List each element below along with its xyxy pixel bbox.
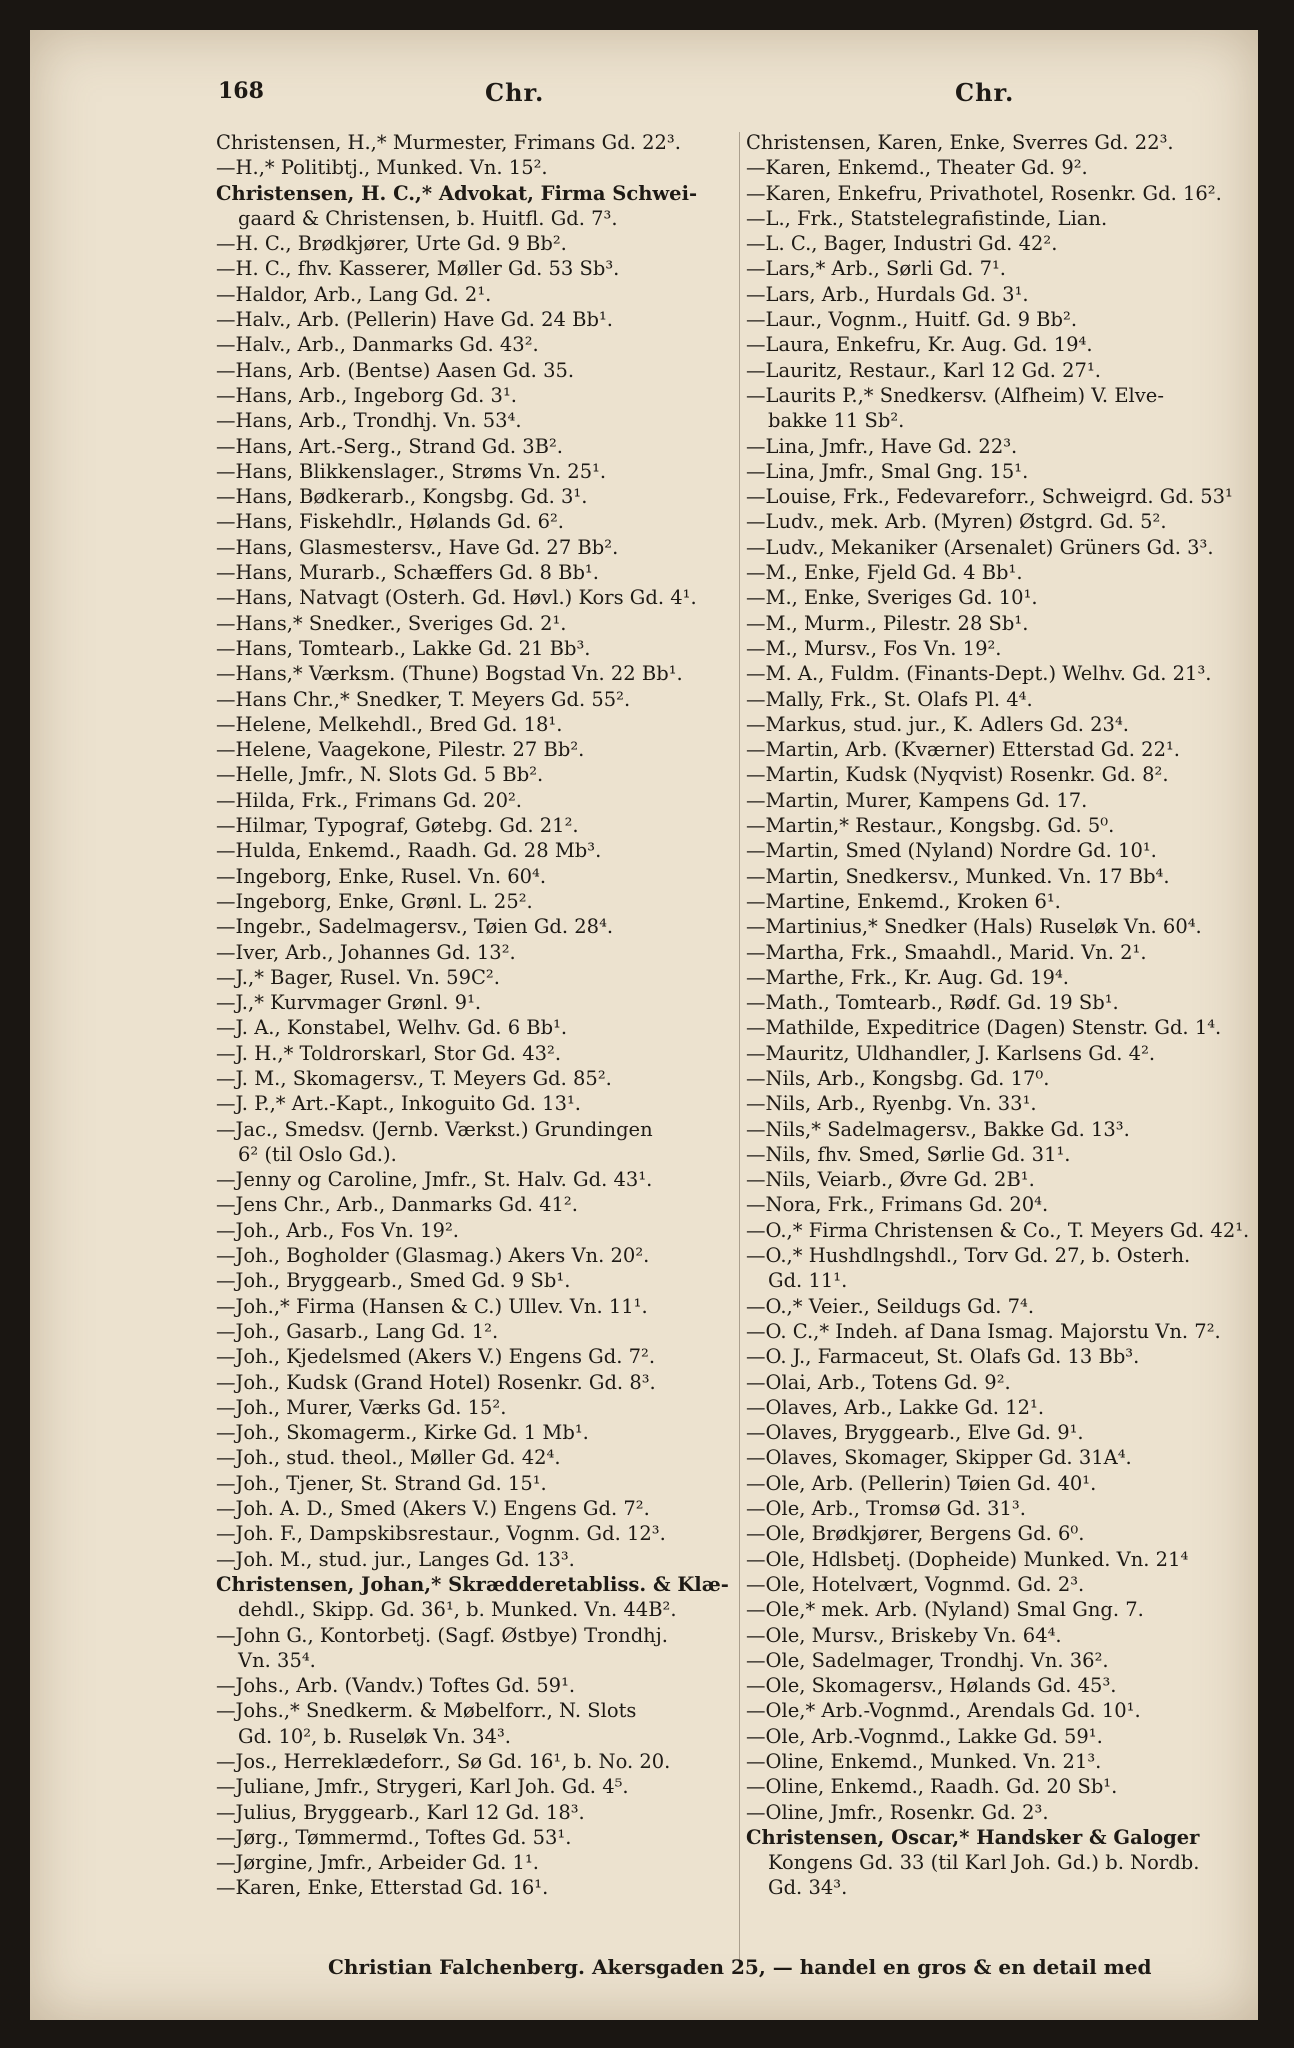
directory-entry: —Laurits P.,* Snedkersv. (Alfheim) V. Elve- [746,383,1164,407]
directory-entry: 6² (til Oslo Gd.). [238,1142,397,1166]
directory-entry: —Lauritz, Restaur., Karl 12 Gd. 27¹. [746,358,1101,382]
directory-entry: —Martin, Arb. (Kværner) Etterstad Gd. 22¹. [746,738,1180,762]
directory-entry: —Hans, Tomtearb., Lakke Gd. 21 Bb³. [216,636,591,660]
directory-entry: —Lina, Jmfr., Smal Gng. 15¹. [746,459,1029,483]
directory-entry: —J.,* Kurvmager Grønl. 9¹. [216,991,482,1015]
directory-entry: —J. A., Konstabel, Welhv. Gd. 6 Bb¹. [216,1016,568,1040]
directory-entry: —Markus, stud. jur., K. Adlers Gd. 23⁴. [746,712,1129,736]
directory-entry: —J. H.,* Toldrorskarl, Stor Gd. 43². [216,1041,562,1065]
page-number: 168 [218,78,264,104]
directory-entry: Christensen, Oscar,* Handsker & Galoger [746,1825,1200,1849]
directory-entry: —Hans, Glasmestersv., Have Gd. 27 Bb². [216,535,619,559]
directory-entry: —H. C., Brødkjører, Urte Gd. 9 Bb². [216,232,567,256]
directory-entry: —Jørgine, Jmfr., Arbeider Gd. 1¹. [216,1851,539,1875]
directory-entry: —Laura, Enkefru, Kr. Aug. Gd. 19⁴. [746,333,1093,357]
directory-entry: —Joh., Gasarb., Lang Gd. 1². [216,1319,499,1343]
directory-entry: —Hilda, Frk., Frimans Gd. 20². [216,788,523,812]
directory-entry: —H.,* Politibtj., Munked. Vn. 15². [216,156,548,180]
directory-entry: —O. C.,* Indeh. af Dana Ismag. Majorstu Vn. 7². [746,1319,1221,1343]
directory-entry: —Helene, Vaagekone, Pilestr. 27 Bb². [216,738,585,762]
directory-entry: —Ingebr., Sadelmagersv., Tøien Gd. 28⁴. [216,915,614,939]
directory-entry: —Joh. A. D., Smed (Akers V.) Engens Gd. 7². [216,1497,650,1521]
directory-entry: —Mathilde, Expeditrice (Dagen) Stenstr. Gd. 1⁴. [746,1016,1222,1040]
directory-entry: —Nils, Veiarb., Øvre Gd. 2B¹. [746,1168,1035,1192]
directory-entry: —M., Enke, Fjeld Gd. 4 Bb¹. [746,561,1023,585]
directory-entry: —Ingeborg, Enke, Rusel. Vn. 60⁴. [216,864,547,888]
directory-entry: —Hans,* Værksm. (Thune) Bogstad Vn. 22 Bb¹. [216,662,683,686]
directory-entry: —J. M., Skomagersv., T. Meyers Gd. 85². [216,1066,612,1090]
directory-entry: —Nora, Frk., Frimans Gd. 20⁴. [746,1193,1049,1217]
directory-entry: —Halv., Arb., Danmarks Gd. 43². [216,333,539,357]
directory-entry: —Olaves, Bryggearb., Elve Gd. 9¹. [746,1421,1084,1445]
directory-entry: —Hans, Blikkenslager., Strøms Vn. 25¹. [216,459,607,483]
directory-entry: —Martine, Enkemd., Kroken 6¹. [746,889,1061,913]
directory-entry: —Joh., Arb., Fos Vn. 19². [216,1218,459,1242]
directory-entry: —Mally, Frk., St. Olafs Pl. 4⁴. [746,687,1033,711]
directory-entry: —Joh., Tjener, St. Strand Gd. 15¹. [216,1471,547,1495]
directory-entry: —Olaves, Arb., Lakke Gd. 12¹. [746,1395,1045,1419]
directory-entry: —Ole,* Arb.-Vognmd., Arendals Gd. 10¹. [746,1699,1141,1723]
directory-entry: —J.,* Bager, Rusel. Vn. 59C². [216,965,500,989]
left-column [216,130,768,1901]
directory-entry: bakke 11 Sb². [768,409,905,433]
directory-entry: —Hans, Murarb., Schæffers Gd. 8 Bb¹. [216,561,599,585]
directory-entry: —Martha, Frk., Smaahdl., Marid. Vn. 2¹. [746,940,1147,964]
directory-entry: —Joh., Skomagerm., Kirke Gd. 1 Mb¹. [216,1421,589,1445]
directory-entry: —Julius, Bryggearb., Karl 12 Gd. 18³. [216,1800,585,1824]
directory-entry: —Hilmar, Typograf, Gøtebg. Gd. 21². [216,814,579,838]
directory-entry: —Oline, Jmfr., Rosenkr. Gd. 2³. [746,1800,1049,1824]
directory-entry: —Lars,* Arb., Sørli Gd. 7¹. [746,257,1007,281]
directory-entry: —Jac., Smedsv. (Jernb. Værkst.) Grundingen [216,1117,653,1141]
directory-entry: —Joh., stud. theol., Møller Gd. 42⁴. [216,1446,561,1470]
directory-entry: —Nils, fhv. Smed, Sørlie Gd. 31¹. [746,1142,1071,1166]
directory-entry: —Helle, Jmfr., N. Slots Gd. 5 Bb². [216,763,544,787]
directory-entry: —Juliane, Jmfr., Strygeri, Karl Joh. Gd. 4⁵. [216,1775,629,1799]
directory-entry: Gd. 11¹. [768,1269,848,1293]
directory-entry: Gd. 34³. [768,1876,848,1900]
directory-entry: —Joh. F., Dampskibsrestaur., Vognm. Gd. 12³. [216,1522,666,1546]
directory-entry: —Martin, Smed (Nyland) Nordre Gd. 10¹. [746,839,1157,863]
directory-entry: —Ole, Hotelvært, Vognmd. Gd. 2³. [746,1572,1085,1596]
directory-entry: —Ole, Arb. (Pellerin) Tøien Gd. 40¹. [746,1471,1097,1495]
directory-entry: —Ole, Arb., Tromsø Gd. 31³. [746,1497,1026,1521]
directory-entry: —Hans Chr.,* Snedker, T. Meyers Gd. 55². [216,687,631,711]
directory-entry: —Hans, Natvagt (Osterh. Gd. Høvl.) Kors Gd. 4¹. [216,586,697,610]
directory-entry: —Olaves, Skomager, Skipper Gd. 31A⁴. [746,1446,1132,1470]
directory-entry: —Joh., Murer, Værks Gd. 15². [216,1395,507,1419]
directory-entry: —Ole, Arb.-Vognmd., Lakke Gd. 59¹. [746,1724,1103,1748]
directory-entry: —Jenny og Caroline, Jmfr., St. Halv. Gd. 43¹. [216,1168,653,1192]
right-column-heading: Chr. [955,78,1015,107]
directory-entry: —Jens Chr., Arb., Danmarks Gd. 41². [216,1193,578,1217]
directory-entry: —Martin, Snedkersv., Munked. Vn. 17 Bb⁴. [746,864,1170,888]
directory-entry: —Helene, Melkehdl., Bred Gd. 18¹. [216,712,563,736]
directory-entry: —Ole,* mek. Arb. (Nyland) Smal Gng. 7. [746,1598,1144,1622]
directory-entry: —Johs.,* Snedkerm. & Møbelforr., N. Slots [216,1699,637,1723]
directory-entry: —Joh., Bryggearb., Smed Gd. 9 Sb¹. [216,1269,571,1293]
directory-entry: dehdl., Skipp. Gd. 36¹, b. Munked. Vn. 44B². [238,1598,677,1622]
directory-entry: —L., Frk., Statstelegrafistinde, Lian. [746,206,1108,230]
directory-page [30,30,1258,2020]
directory-entry: —Hans, Arb., Ingeborg Gd. 3¹. [216,383,517,407]
column-divider [739,132,740,1962]
directory-entry: Christensen, Karen, Enke, Sverres Gd. 22³. [746,131,1174,154]
directory-entry: —Ole, Skomagersv., Hølands Gd. 45³. [746,1674,1117,1698]
directory-entry: —Nils, Arb., Kongsbg. Gd. 17⁰. [746,1066,1050,1090]
directory-entry: —Joh., Kjedelsmed (Akers V.) Engens Gd. 7². [216,1345,656,1369]
directory-entry: —Math., Tomtearb., Rødf. Gd. 19 Sb¹. [746,991,1119,1015]
directory-entry: —John G., Kontorbetj. (Sagf. Østbye) Trondhj. [216,1623,668,1647]
directory-entry: —O.,* Veier., Seildugs Gd. 7⁴. [746,1294,1035,1318]
directory-entry: —Ludv., Mekaniker (Arsenalet) Grüners Gd. 3³. [746,535,1214,559]
directory-entry: —M., Mursv., Fos Vn. 19². [746,636,1002,660]
directory-entry: —Jos., Herreklædeforr., Sø Gd. 16¹, b. No. 20. [216,1750,671,1773]
directory-entry: Kongens Gd. 33 (til Karl Joh. Gd.) b. Nordb. [768,1851,1200,1875]
directory-entry: —Joh. M., stud. jur., Langes Gd. 13³. [216,1547,575,1571]
directory-entry: —Oline, Enkemd., Raadh. Gd. 20 Sb¹. [746,1775,1118,1799]
directory-entry: Christensen, Johan,* Skrædderetabliss. & Klæ- [216,1572,729,1596]
directory-entry: —Iver, Arb., Johannes Gd. 13². [216,940,516,964]
directory-entry: —Nils,* Sadelmagersv., Bakke Gd. 13³. [746,1117,1130,1141]
directory-entry: —Hans, Fiskehdlr., Hølands Gd. 6². [216,510,565,534]
directory-entry: —Halv., Arb. (Pellerin) Have Gd. 24 Bb¹. [216,308,613,332]
directory-entry: gaard & Christensen, b. Huitfl. Gd. 7³. [238,206,618,230]
directory-entry: —Mauritz, Uldhandler, J. Karlsens Gd. 4². [746,1041,1156,1065]
directory-entry: —Ludv., mek. Arb. (Myren) Østgrd. Gd. 5². [746,510,1167,534]
directory-entry: —Ingeborg, Enke, Grønl. L. 25². [216,889,533,913]
directory-entry: —Martin, Murer, Kampens Gd. 17. [746,788,1088,812]
left-column-heading: Chr. [485,78,545,107]
directory-entry: —Martinius,* Snedker (Hals) Ruseløk Vn. 60⁴. [746,915,1202,939]
directory-entry: —Joh., Bogholder (Glasmag.) Akers Vn. 20². [216,1244,650,1268]
directory-entry: —M. A., Fuldm. (Finants-Dept.) Welhv. Gd. 21³. [746,662,1212,686]
directory-entry: —L. C., Bager, Industri Gd. 42². [746,232,1058,256]
directory-entry: Gd. 10², b. Ruseløk Vn. 34³. [238,1724,512,1748]
directory-entry: —Nils, Arb., Ryenbg. Vn. 33¹. [746,1092,1037,1116]
directory-entry: —Martin,* Restaur., Kongsbg. Gd. 5⁰. [746,814,1115,838]
directory-entry: —Ole, Sadelmager, Trondhj. Vn. 36². [746,1648,1109,1672]
directory-entry: —O.,* Firma Christensen & Co., T. Meyers Gd. 42¹. [746,1218,1250,1242]
directory-entry: —Karen, Enke, Etterstad Gd. 16¹. [216,1876,549,1900]
directory-entry: —Hans, Arb. (Bentse) Aasen Gd. 35. [216,358,575,382]
directory-entry: —Ole, Brødkjører, Bergens Gd. 6⁰. [746,1522,1085,1546]
directory-entry: —Joh., Kudsk (Grand Hotel) Rosenkr. Gd. 8³. [216,1370,656,1394]
directory-entry: —Hans, Bødkerarb., Kongsbg. Gd. 3¹. [216,485,588,509]
directory-entry: —Lars, Arb., Hurdals Gd. 3¹. [746,282,1029,306]
directory-entry: —J. P.,* Art.-Kapt., Inkoguito Gd. 13¹. [216,1092,582,1116]
directory-entry: —Olai, Arb., Totens Gd. 9². [746,1370,1011,1394]
directory-entry: Christensen, H.,* Murmester, Frimans Gd. 22³. [216,131,681,154]
directory-entry: —Lina, Jmfr., Have Gd. 22³. [746,434,1018,458]
directory-entry: —Marthe, Frk., Kr. Aug. Gd. 19⁴. [746,965,1069,989]
directory-entry: —M., Murm., Pilestr. 28 Sb¹. [746,611,1029,635]
directory-entry: —Oline, Enkemd., Munked. Vn. 21³. [746,1750,1102,1773]
directory-entry: —Hans, Art.-Serg., Strand Gd. 3B². [216,434,564,458]
directory-entry: Vn. 35⁴. [238,1648,316,1672]
directory-entry: —Hans,* Snedker., Sveriges Gd. 2¹. [216,611,567,635]
directory-entry: —Hulda, Enkemd., Raadh. Gd. 28 Mb³. [216,839,602,863]
directory-entry: —Ole, Hdlsbetj. (Dopheide) Munked. Vn. 21⁴ [746,1547,1189,1571]
directory-entry: —Haldor, Arb., Lang Gd. 2¹. [216,282,492,306]
directory-entry: —H. C., fhv. Kasserer, Møller Gd. 53 Sb³. [216,257,620,281]
directory-entry: —O. J., Farmaceut, St. Olafs Gd. 13 Bb³. [746,1345,1140,1369]
directory-entry: —Joh.,* Firma (Hansen & C.) Ullev. Vn. 11¹. [216,1294,648,1318]
directory-entry: —Karen, Enkemd., Theater Gd. 9². [746,156,1088,180]
directory-entry: —Ole, Mursv., Briskeby Vn. 64⁴. [746,1623,1062,1647]
directory-entry: —Johs., Arb. (Vandv.) Toftes Gd. 59¹. [216,1674,576,1698]
directory-entry: —Jørg., Tømmermd., Toftes Gd. 53¹. [216,1825,572,1849]
directory-entry: Christensen, H. C.,* Advokat, Firma Schwei- [216,181,698,205]
directory-entry: —Karen, Enkefru, Privathotel, Rosenkr. Gd. 16². [746,181,1222,205]
page-header [30,78,1258,118]
directory-entry: —Laur., Vognm., Huitf. Gd. 9 Bb². [746,308,1078,332]
directory-entry: —Hans, Arb., Trondhj. Vn. 53⁴. [216,409,522,433]
right-column [746,130,1256,1901]
directory-entry: —Martin, Kudsk (Nyqvist) Rosenkr. Gd. 8². [746,763,1169,787]
footer-advertisement: Christian Falchenberg. Akersgaden 25, — handel en gros & en detail med [328,1955,1152,1979]
directory-entry: —M., Enke, Sveriges Gd. 10¹. [746,586,1038,610]
directory-entry: —Louise, Frk., Fedevareforr., Schweigrd. Gd. 53¹ [746,485,1233,509]
directory-entry: —O.,* Hushdlngshdl., Torv Gd. 27, b. Osterh. [746,1244,1191,1268]
